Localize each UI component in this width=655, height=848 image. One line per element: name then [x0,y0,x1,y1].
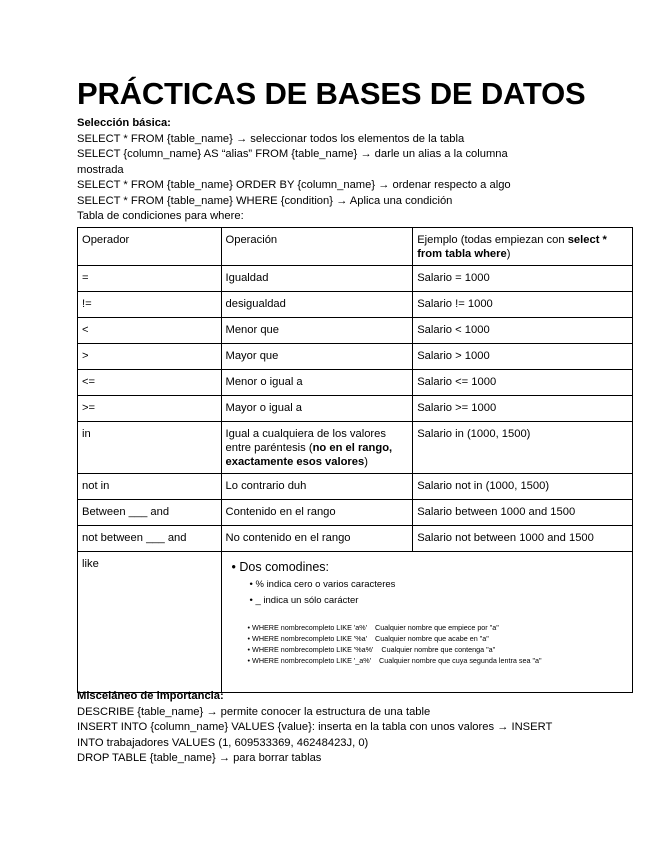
operator-cell: = [78,266,222,292]
example-cell: Salario in (1000, 1500) [413,422,633,474]
example-cell: Salario > 1000 [413,344,633,370]
like-example: • WHERE nombrecompleto LIKE '_a%' Cualquier nombre que cuya segunda lentra sea "a" [247,656,542,665]
operation-cell [221,422,413,474]
misc-line: DESCRIBE {table_name} → permite conocer la estructura de una table [77,705,431,718]
in-desc-bold: no en el rango, exactamente esos valores [225,442,393,468]
table-row [78,344,633,370]
operation-cell: Lo contrario duh [221,474,413,500]
misc-line: INSERT INTO {column_name} VALUES {value}: inserta en la tabla con unos valores → INSERT [77,721,553,733]
table-row [78,526,633,552]
header-example [413,228,633,266]
operation-cell: desigualdad [221,292,413,318]
misc-section [77,689,637,767]
operator-cell: not between ___ and [78,526,222,552]
operator-cell: like [78,552,222,693]
table-row [78,266,633,292]
operator-cell: Between ___ and [78,500,222,526]
operator-cell: <= [78,370,222,396]
header-operator: Operador [78,228,222,266]
operation-cell: Mayor o igual a [221,396,413,422]
operator-cell: != [78,292,222,318]
operation-cell: Menor que [221,318,413,344]
like-bullet: • Dos comodines: [231,560,329,574]
misc-line: DROP TABLE {table_name} → para borrar tablas [77,752,322,764]
operation-cell: Contenido en el rango [221,500,413,526]
table-row [78,318,633,344]
operator-cell: > [78,344,222,370]
operation-cell: Menor o igual a [221,370,413,396]
basic-selection-section [77,116,637,225]
table-row [78,500,633,526]
table-header-row [78,228,633,266]
header-example-suffix: ) [506,248,511,260]
table-row [78,370,633,396]
basic-line: SELECT {column_name} AS “alias” FROM {table_name} → darle un alias a la columna [77,148,508,160]
header-example-bold: select * from tabla where [417,234,607,260]
example-cell: Salario not between 1000 and 1500 [413,526,633,552]
misc-line: INTO trabajadores VALUES (1, 609533369, 46248423J, 0) [77,736,369,749]
example-cell: Salario != 1000 [413,292,633,318]
basic-line: SELECT * FROM {table_name} WHERE {condition} → Aplica una condición [77,194,453,207]
operator-cell: >= [78,396,222,422]
basic-line: SELECT * FROM {table_name} ORDER BY {column_name} → ordenar respecto a algo [77,179,511,191]
table-row-like [78,552,633,693]
like-subbullet: • _ indica un sólo carácter [249,595,359,606]
conditions-table [77,227,633,693]
table-row-in [78,422,633,474]
operator-cell: < [78,318,222,344]
header-operation: Operación [221,228,413,266]
header-example-prefix: Ejemplo (todas empiezan con [417,234,568,246]
operator-cell: in [78,422,222,474]
like-example: • WHERE nombrecompleto LIKE '%a%' Cualquier nombre que contenga "a" [247,645,496,654]
like-details-cell [221,552,632,693]
operation-cell: Mayor que [221,344,413,370]
basic-line: SELECT * FROM {table_name} → seleccionar todos los elementos de la tabla [77,132,465,145]
page-title: PRÁCTICAS DE BASES DE DATOS [77,76,586,111]
example-cell: Salario not in (1000, 1500) [413,474,633,500]
example-cell: Salario = 1000 [413,266,633,292]
like-example: • WHERE nombrecompleto LIKE 'a%' Cualquier nombre que empiece por "a" [247,623,499,632]
in-desc-prefix: Igual a cualquiera de los valores entre paréntesis ( [225,428,386,454]
table-row [78,292,633,318]
example-cell: Salario >= 1000 [413,396,633,422]
operation-cell: No contenido en el rango [221,526,413,552]
in-desc-suffix: ) [364,456,368,468]
basic-line: Tabla de condiciones para where: [77,210,244,222]
basic-line: mostrada [77,163,124,176]
example-cell: Salario < 1000 [413,318,633,344]
example-cell: Salario <= 1000 [413,370,633,396]
table-row [78,474,633,500]
like-example: • WHERE nombrecompleto LIKE '%a' Cualquier nombre que acabe en "a" [247,634,489,643]
table-row [78,396,633,422]
operation-cell: Igualdad [221,266,413,292]
example-cell: Salario between 1000 and 1500 [413,500,633,526]
operator-cell: not in [78,474,222,500]
basic-selection-heading: Selección básica: [77,117,171,129]
like-subbullet: • % indica cero o varios caracteres [249,579,396,590]
misc-heading: Misceláneo de importancia: [77,690,224,702]
